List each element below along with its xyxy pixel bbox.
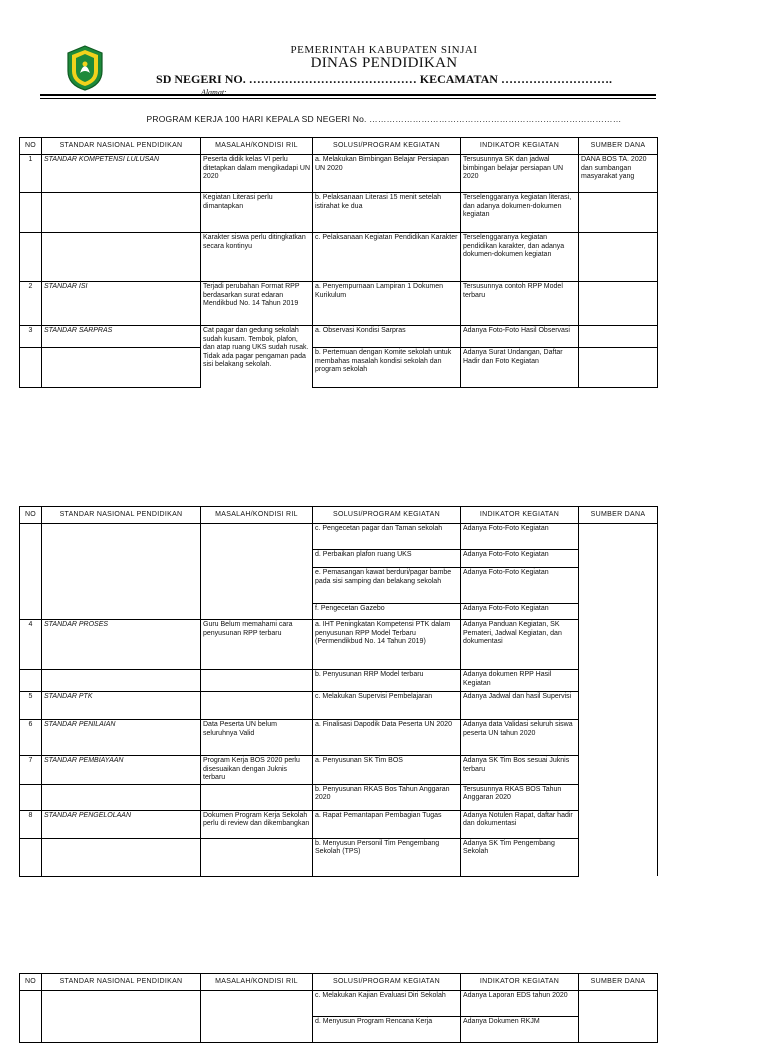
- cell-no: 5: [20, 692, 42, 720]
- cell-masalah: Karakter siswa perlu ditingkatkan secara kontinyu: [201, 233, 313, 282]
- cell-solusi: b. Penyusunan RRP Model terbaru: [313, 670, 461, 692]
- table-row: [20, 670, 658, 692]
- table-row: [20, 784, 658, 810]
- header-no: NO: [20, 507, 42, 524]
- kop-school-line: SD NEGERI NO. …………………………………… KECAMATAN ……………………….: [156, 72, 612, 86]
- cell-indikator: Adanya Foto-Foto Kegiatan: [461, 550, 579, 568]
- cell-no: 2: [20, 282, 42, 326]
- cell-solusi: b. Pelaksanaan Literasi 15 menit setelah istirahat ke dua: [313, 193, 461, 233]
- header-sumber-dana: SUMBER DANA: [579, 507, 658, 524]
- cell-solusi: a. IHT Peningkatan Kompetensi PTK dalam penyusunan RPP Model Terbaru (Permendikbud No. 14 Tahun 2019): [313, 620, 461, 670]
- cell-solusi: c. Melakukan Kajian Evaluasi Diri Sekolah: [313, 991, 461, 1017]
- cell-standar: STANDAR PROSES: [42, 620, 201, 670]
- program-title: PROGRAM KERJA 100 HARI KEPALA SD NEGERI No. ……………………………………………………………………………: [146, 114, 622, 124]
- table-row: [20, 620, 658, 670]
- cell-indikator: Adanya Foto-Foto Kegiatan: [461, 604, 579, 620]
- table-row: [20, 810, 658, 838]
- header-no: NO: [20, 138, 42, 155]
- table-row: [20, 282, 658, 326]
- header-indikator: INDIKATOR KEGIATAN: [461, 974, 579, 991]
- table-row: [20, 233, 658, 282]
- program-table-page-2: [19, 506, 658, 877]
- cell-no: [20, 524, 42, 620]
- header-solusi: SOLUSI/PROGRAM KEGIATAN: [313, 507, 461, 524]
- cell-indikator: Adanya Laporan EDS tahun 2020: [461, 991, 579, 1017]
- header-solusi: SOLUSI/PROGRAM KEGIATAN: [313, 974, 461, 991]
- cell-no: 6: [20, 720, 42, 756]
- cell-masalah: Guru Belum memahami cara penyusunan RPP terbaru: [201, 620, 313, 670]
- cell-standar: STANDAR KOMPETENSI LULUSAN: [42, 155, 201, 193]
- cell-no: 8: [20, 810, 42, 838]
- cell-masalah: [201, 838, 313, 876]
- header-masalah: MASALAH/KONDISI RIL: [201, 507, 313, 524]
- cell-solusi: a. Melakukan Bimbingan Belajar Persiapan UN 2020: [313, 155, 461, 193]
- header-no: NO: [20, 974, 42, 991]
- cell-masalah: [201, 692, 313, 720]
- kop-rule-thick: [40, 94, 656, 96]
- cell-standar: [42, 233, 201, 282]
- table-row: [20, 524, 658, 550]
- cell-indikator: Adanya SK Tim Pengembang Sekolah: [461, 838, 579, 876]
- cell-solusi: c. Pengecetan pagar dan Taman sekolah: [313, 524, 461, 550]
- cell-masalah: [201, 670, 313, 692]
- cell-solusi: a. Rapat Pemantapan Pembagian Tugas: [313, 810, 461, 838]
- cell-solusi: b. Pertemuan dengan Komite sekolah untuk membahas masalah kondisi sekolah dan program sekolah: [313, 348, 461, 388]
- cell-indikator: Adanya SK Tim Bos sesuai Juknis terbaru: [461, 756, 579, 785]
- cell-sumber-dana: [579, 991, 658, 1043]
- table-row: [20, 991, 658, 1017]
- cell-standar: [42, 838, 201, 876]
- cell-sumber-dana: [579, 233, 658, 282]
- cell-indikator: Tersusunnya RKAS BOS Tahun Anggaran 2020: [461, 784, 579, 810]
- cell-masalah: [201, 524, 313, 620]
- cell-masalah: Program Kerja BOS 2020 perlu disesuaikan dengan Juknis terbaru: [201, 756, 313, 785]
- cell-solusi: e. Pemasangan kawat berduri/pagar bambe pada sisi samping dan belakang sekolah: [313, 568, 461, 604]
- cell-no: 3: [20, 326, 42, 348]
- cell-standar: STANDAR PENGELOLAAN: [42, 810, 201, 838]
- cell-masalah: Dokumen Program Kerja Sekolah perlu di review dan dikembangkan: [201, 810, 313, 838]
- table-row: [20, 756, 658, 785]
- cell-standar: [42, 670, 201, 692]
- cell-masalah: Peserta didik kelas VI perlu ditetapkan dalam mengikadapi UN 2020: [201, 155, 313, 193]
- cell-standar: STANDAR ISI: [42, 282, 201, 326]
- cell-sumber-dana: DANA BOS TA. 2020 dan sumbangan masyarakat yang: [579, 155, 658, 193]
- header-indikator: INDIKATOR KEGIATAN: [461, 138, 579, 155]
- cell-indikator: Tersusunnya SK dan jadwal bimbingan belajar persiapan UN 2020: [461, 155, 579, 193]
- kop-rule-thin: [40, 98, 656, 99]
- table-header-row: [20, 507, 658, 524]
- cell-solusi: a. Observasi Kondisi Sarpras: [313, 326, 461, 348]
- table-row: [20, 193, 658, 233]
- table-row: [20, 692, 658, 720]
- cell-masalah: Terjadi perubahan Format RPP berdasarkan surat edaran Mendikbud No. 14 Tahun 2019: [201, 282, 313, 326]
- cell-sumber-dana: [579, 282, 658, 326]
- cell-standar: STANDAR PTK: [42, 692, 201, 720]
- cell-indikator: Adanya Foto-Foto Kegiatan: [461, 568, 579, 604]
- cell-standar: [42, 784, 201, 810]
- table-row: [20, 326, 658, 348]
- header-sumber-dana: SUMBER DANA: [579, 974, 658, 991]
- cell-no: [20, 193, 42, 233]
- cell-sumber-dana: [579, 326, 658, 348]
- header-standar: STANDAR NASIONAL PENDIDIKAN: [42, 974, 201, 991]
- cell-masalah: [201, 991, 313, 1043]
- cell-masalah: Cat pagar dan gedung sekolah sudah kusam. Tembok, plafon, dan atap ruang UKS sudah rusak. Tidak ada pagar pengaman pada sisi belakang sekolah.: [201, 326, 313, 388]
- header-masalah: MASALAH/KONDISI RIL: [201, 138, 313, 155]
- cell-solusi: f. Pengecetan Gazebo: [313, 604, 461, 620]
- header-masalah: MASALAH/KONDISI RIL: [201, 974, 313, 991]
- cell-solusi: c. Pelaksanaan Kegiatan Pendidikan Karakter: [313, 233, 461, 282]
- cell-no: [20, 348, 42, 388]
- cell-solusi: a. Finalisasi Dapodik Data Peserta UN 2020: [313, 720, 461, 756]
- cell-no: [20, 233, 42, 282]
- cell-indikator: Adanya Panduan Kegiatan, SK Pemateri, Jadwal Kegiatan, dan dokumentasi: [461, 620, 579, 670]
- table-header-row: [20, 974, 658, 991]
- cell-solusi: c. Melakukan Supervisi Pembelajaran: [313, 692, 461, 720]
- cell-masalah: Kegiatan Literasi perlu dimantapkan: [201, 193, 313, 233]
- program-table-page-1: [19, 137, 658, 388]
- cell-standar: [42, 348, 201, 388]
- cell-standar: [42, 991, 201, 1043]
- cell-standar: STANDAR PEMBIAYAAN: [42, 756, 201, 785]
- cell-standar: [42, 193, 201, 233]
- kop-office-name: DINAS PENDIDIKAN: [310, 55, 458, 71]
- cell-sumber-dana: [579, 524, 658, 877]
- cell-no: 4: [20, 620, 42, 670]
- header-sumber-dana: SUMBER DANA: [579, 138, 658, 155]
- cell-solusi: b. Penyusunan RKAS Bos Tahun Anggaran 2020: [313, 784, 461, 810]
- cell-solusi: b. Menyusun Personil Tim Pengembang Sekolah (TPS): [313, 838, 461, 876]
- cell-indikator: Adanya Foto-Foto Kegiatan: [461, 524, 579, 550]
- header-solusi: SOLUSI/PROGRAM KEGIATAN: [313, 138, 461, 155]
- header-standar: STANDAR NASIONAL PENDIDIKAN: [42, 138, 201, 155]
- cell-sumber-dana: [579, 193, 658, 233]
- cell-indikator: Terselenggaranya kegiatan literasi, dan adanya dokumen-dokumen kegiatan: [461, 193, 579, 233]
- cell-solusi: a. Penyempurnaan Lampiran 1 Dokumen Kurikulum: [313, 282, 461, 326]
- cell-indikator: Adanya Notulen Rapat, daftar hadir dan dokumentasi: [461, 810, 579, 838]
- cell-indikator: Adanya Dokumen RKJM: [461, 1017, 579, 1043]
- cell-no: 7: [20, 756, 42, 785]
- cell-indikator: Tersusunnya contoh RPP Model terbaru: [461, 282, 579, 326]
- cell-no: [20, 670, 42, 692]
- kop-address: Alamat: ……………………………………………………………………………………………………………………………..: [200, 88, 568, 97]
- cell-no: [20, 838, 42, 876]
- cell-solusi: d. Menyusun Program Rencana Kerja: [313, 1017, 461, 1043]
- cell-standar: STANDAR PENILAIAN: [42, 720, 201, 756]
- table-row: [20, 348, 658, 388]
- cell-indikator: Adanya dokumen RPP Hasil Kegiatan: [461, 670, 579, 692]
- cell-solusi: a. Penyusunan SK Tim BOS: [313, 756, 461, 785]
- cell-sumber-dana: [579, 348, 658, 388]
- cell-no: 1: [20, 155, 42, 193]
- cell-indikator: Adanya Jadwal dan hasil Supervisi: [461, 692, 579, 720]
- header-standar: STANDAR NASIONAL PENDIDIKAN: [42, 507, 201, 524]
- cell-masalah: [201, 784, 313, 810]
- cell-no: [20, 991, 42, 1043]
- cell-indikator: Adanya Surat Undangan, Daftar Hadir dan Foto Kegiatan: [461, 348, 579, 388]
- cell-standar: STANDAR SARPRAS: [42, 326, 201, 348]
- table-row: [20, 720, 658, 756]
- cell-indikator: Terselenggaranya kegiatan pendidikan karakter, dan adanya dokumen-dokumen kegiatan: [461, 233, 579, 282]
- kop-government-name: PEMERINTAH KABUPATEN SINJAI: [290, 44, 478, 56]
- table-row: [20, 155, 658, 193]
- cell-solusi: d. Perbaikan plafon ruang UKS: [313, 550, 461, 568]
- cell-masalah: Data Peserta UN belum seluruhnya Valid: [201, 720, 313, 756]
- cell-indikator: Adanya Foto-Foto Hasil Observasi: [461, 326, 579, 348]
- cell-indikator: Adanya data Validasi seluruh siswa peserta UN tahun 2020: [461, 720, 579, 756]
- program-table-page-3: [19, 973, 658, 1043]
- table-row: [20, 838, 658, 876]
- cell-no: [20, 784, 42, 810]
- header-indikator: INDIKATOR KEGIATAN: [461, 507, 579, 524]
- cell-standar: [42, 524, 201, 620]
- table-header-row: [20, 138, 658, 155]
